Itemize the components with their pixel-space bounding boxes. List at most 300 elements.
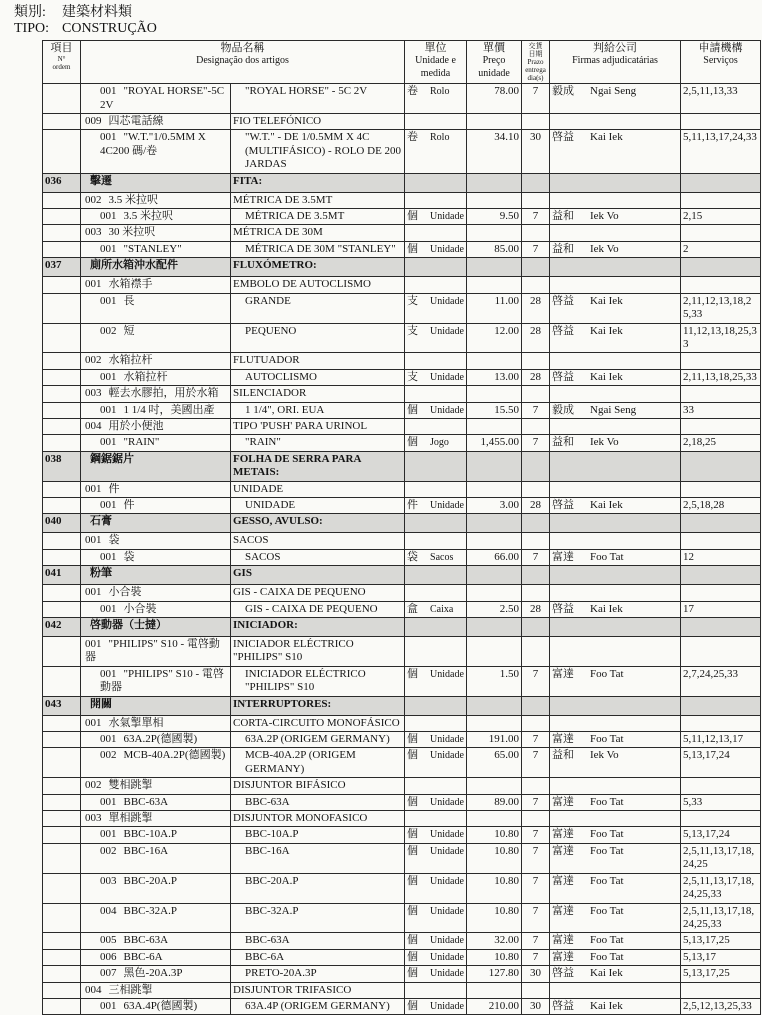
- row-unit-pt: Unidade: [430, 905, 464, 917]
- row-services: 2,11,13,18,25,33: [681, 369, 761, 385]
- col-unit-pt: Unidade e medida: [415, 55, 456, 79]
- row-unit: [405, 369, 467, 385]
- row-prazo-days: 7: [522, 241, 550, 257]
- category-label: 類別:: [14, 5, 46, 20]
- row-item-number: 001: [100, 131, 117, 144]
- row-unit-pt: Unidade: [430, 295, 464, 307]
- row-section-number: [43, 481, 81, 497]
- row-name-zh: [81, 933, 231, 949]
- row-services: [681, 585, 761, 601]
- row-name-zh-text: 黑色-20A.3P: [123, 967, 183, 980]
- row-name-zh-text: 件: [108, 482, 120, 495]
- row-name-pt: DISJUNTOR BIFÁSICO: [231, 778, 405, 794]
- row-name-zh-text: "PHILIPS" S10 - 電啓動器: [100, 667, 224, 694]
- row-name-zh-text: BBC-10A.P: [123, 828, 177, 841]
- row-name-pt: FIO TELEFÓNICO: [231, 114, 405, 130]
- row-price: [467, 715, 522, 731]
- row-prazo-days: 7: [522, 827, 550, 843]
- row-unit: [405, 192, 467, 208]
- row-name-zh-text: "PHILIPS" S10 - 電啓動器: [85, 638, 220, 664]
- row-price: [467, 225, 522, 241]
- row-firm: [550, 549, 681, 565]
- row-section-number: [43, 418, 81, 434]
- row-name-pt: PRETO-20A.3P: [231, 966, 405, 982]
- row-unit: [405, 873, 467, 903]
- col-designation-pt: Designação dos artigos: [196, 55, 289, 67]
- table-row: [43, 949, 761, 965]
- row-firm: [550, 402, 681, 418]
- row-unit-zh: 支: [407, 324, 419, 337]
- row-name-pt: FLUXÓMETRO:: [231, 258, 405, 277]
- row-firm-zh: 富達: [552, 828, 575, 841]
- row-section-number: [43, 966, 81, 982]
- row-item-number: 004: [85, 419, 102, 432]
- row-services: [681, 811, 761, 827]
- row-unit: [405, 732, 467, 748]
- row-firm: [550, 258, 681, 277]
- row-unit-pt: Unidade: [430, 750, 464, 762]
- row-prazo-days: 30: [522, 966, 550, 982]
- row-name-pt: MÉTRICA DE 3.5MT: [231, 192, 405, 208]
- row-prazo-days: 30: [522, 998, 550, 1014]
- row-services: 5,33: [681, 794, 761, 810]
- row-unit-pt: Unidade: [430, 935, 464, 947]
- row-name-zh: [81, 241, 231, 257]
- row-section-number: [43, 811, 81, 827]
- row-name-pt: "W.T." - DE 1/0.5MM X 4C (MULTIFÁSICO) - ROLO DE 200 JARDAS: [231, 130, 405, 173]
- row-firm-pt: Iek Vo: [590, 436, 619, 449]
- row-unit: [405, 696, 467, 715]
- row-price: 10.80: [467, 873, 522, 903]
- row-services: 5,13,17: [681, 949, 761, 965]
- row-firm-zh: 啓益: [552, 602, 575, 615]
- row-price: 10.80: [467, 827, 522, 843]
- row-unit: [405, 903, 467, 933]
- row-section-number: [43, 323, 81, 353]
- row-name-zh: [81, 514, 231, 533]
- row-firm: [550, 827, 681, 843]
- row-price: [467, 696, 522, 715]
- row-name-pt: "ROYAL HORSE" - 5C 2V: [231, 84, 405, 114]
- row-name-zh: [81, 696, 231, 715]
- row-unit: [405, 114, 467, 130]
- row-unit-zh: 個: [407, 403, 419, 416]
- row-unit-pt: Unidade: [430, 796, 464, 808]
- row-firm: [550, 386, 681, 402]
- row-prazo-days: [522, 811, 550, 827]
- row-firm-zh: 啓益: [552, 999, 575, 1012]
- row-unit: [405, 949, 467, 965]
- row-item-number: 002: [85, 193, 102, 206]
- table-row: [43, 566, 761, 585]
- row-item-number: 002: [85, 354, 102, 367]
- row-name-zh-text: BBC-63A: [123, 934, 169, 947]
- row-unit-zh: 個: [407, 795, 419, 808]
- row-name-pt: BBC-10A.P: [231, 827, 405, 843]
- row-name-zh: [81, 666, 231, 696]
- row-firm-pt: Kai Iek: [590, 370, 623, 383]
- row-firm-zh: 益和: [552, 436, 575, 449]
- row-unit: [405, 933, 467, 949]
- row-firm-zh: 啓益: [552, 967, 575, 980]
- row-name-pt: SILENCIADOR: [231, 386, 405, 402]
- row-name-zh: [81, 601, 231, 617]
- row-price: 210.00: [467, 998, 522, 1014]
- row-unit: [405, 982, 467, 998]
- row-name-zh-text: 廁所水箱沖水配件: [90, 259, 178, 272]
- row-services: 2,5,11,13,33: [681, 84, 761, 114]
- row-unit-zh: 個: [407, 733, 419, 746]
- table-row: [43, 715, 761, 731]
- table-row: [43, 873, 761, 903]
- table-row: [43, 549, 761, 565]
- row-name-zh-text: 三相跳掣: [108, 983, 153, 996]
- row-name-zh: [81, 386, 231, 402]
- row-firm-zh: 富達: [552, 550, 575, 563]
- row-unit-zh: 盒: [407, 602, 419, 615]
- row-section-number: [43, 130, 81, 173]
- row-section-number: [43, 435, 81, 451]
- row-firm: [550, 666, 681, 696]
- header-row: [43, 41, 761, 84]
- row-unit: [405, 435, 467, 451]
- row-services: [681, 173, 761, 192]
- row-unit-pt: Unidade: [430, 968, 464, 980]
- row-unit-pt: Unidade: [430, 668, 464, 680]
- row-name-pt: GESSO, AVULSO:: [231, 514, 405, 533]
- row-unit-zh: 支: [407, 370, 419, 383]
- row-services: [681, 451, 761, 481]
- row-prazo-days: 7: [522, 549, 550, 565]
- table-row: [43, 192, 761, 208]
- row-services: [681, 192, 761, 208]
- row-name-zh: [81, 637, 231, 667]
- row-name-pt: GIS - CAIXA DE PEQUENO: [231, 601, 405, 617]
- row-prazo-days: 7: [522, 666, 550, 696]
- table-row: [43, 277, 761, 293]
- row-name-zh-text: 水箱拉杆: [108, 354, 153, 367]
- row-name-zh-text: 短: [123, 324, 135, 337]
- row-services: 2,5,12,13,25,33: [681, 998, 761, 1014]
- row-unit: [405, 84, 467, 114]
- row-firm: [550, 209, 681, 225]
- row-price: [467, 585, 522, 601]
- row-name-pt: BBC-63A: [231, 794, 405, 810]
- row-prazo-days: 7: [522, 949, 550, 965]
- row-name-zh: [81, 585, 231, 601]
- row-firm-pt: Iek Vo: [590, 749, 619, 762]
- col-price-pt: Preço unidade: [478, 55, 510, 79]
- row-name-zh: [81, 173, 231, 192]
- row-unit-pt: Caixa: [430, 603, 454, 615]
- col-header-unit: [405, 41, 467, 84]
- row-unit-zh: 卷: [407, 85, 419, 98]
- row-name-pt: 63A.4P (ORIGEM GERMANY): [231, 998, 405, 1014]
- row-item-number: 001: [100, 795, 117, 808]
- row-unit: [405, 549, 467, 565]
- row-services: [681, 225, 761, 241]
- row-name-zh: [81, 293, 231, 323]
- row-services: 11,12,13,18,25,33: [681, 323, 761, 353]
- row-name-zh: [81, 258, 231, 277]
- row-item-number: 002: [100, 844, 117, 857]
- row-price: [467, 566, 522, 585]
- table-row: [43, 933, 761, 949]
- row-firm: [550, 277, 681, 293]
- row-name-pt: INICIADOR:: [231, 618, 405, 637]
- category-line: [14, 5, 762, 21]
- row-services: [681, 618, 761, 637]
- col-prazo-pt3: dia(s): [527, 74, 544, 83]
- row-name-pt: UNIDADE: [231, 497, 405, 513]
- col-header-item: [43, 41, 81, 84]
- row-firm: [550, 903, 681, 933]
- row-price: [467, 481, 522, 497]
- row-services: 2,5,18,28: [681, 497, 761, 513]
- table-row: [43, 585, 761, 601]
- row-section-number: [43, 778, 81, 794]
- row-name-zh: [81, 843, 231, 873]
- row-unit-zh: 個: [407, 844, 419, 857]
- row-prazo-days: 28: [522, 293, 550, 323]
- row-name-zh: [81, 323, 231, 353]
- row-firm: [550, 293, 681, 323]
- row-price: 127.80: [467, 966, 522, 982]
- table-row: [43, 843, 761, 873]
- table-row: [43, 323, 761, 353]
- row-firm: [550, 982, 681, 998]
- row-price: 2.50: [467, 601, 522, 617]
- row-firm-zh: 益和: [552, 242, 575, 255]
- row-firm: [550, 966, 681, 982]
- row-services: [681, 353, 761, 369]
- row-section-number: [43, 533, 81, 549]
- price-list-table: [42, 40, 761, 1015]
- table-row: [43, 353, 761, 369]
- row-section-number: [43, 748, 81, 778]
- row-name-zh: [81, 778, 231, 794]
- row-prazo-days: [522, 277, 550, 293]
- row-item-number: 001: [85, 534, 102, 547]
- row-firm: [550, 533, 681, 549]
- row-price: [467, 514, 522, 533]
- row-unit-pt: Jogo: [430, 437, 449, 449]
- row-item-number: 001: [85, 638, 102, 651]
- row-section-number: [43, 209, 81, 225]
- row-unit: [405, 637, 467, 667]
- row-section-number: [43, 585, 81, 601]
- row-name-pt: MCB-40A.2P (ORIGEM GERMANY): [231, 748, 405, 778]
- row-name-zh: [81, 982, 231, 998]
- row-name-zh: [81, 533, 231, 549]
- row-unit: [405, 402, 467, 418]
- table-row: [43, 225, 761, 241]
- table-row: [43, 982, 761, 998]
- row-section-number: [43, 353, 81, 369]
- col-item-zh: 項目: [50, 42, 73, 54]
- table-row: [43, 435, 761, 451]
- row-section-number: [43, 114, 81, 130]
- row-name-zh: [81, 435, 231, 451]
- col-header-services: [681, 41, 761, 84]
- row-prazo-days: 30: [522, 130, 550, 173]
- row-name-pt: BBC-32A.P: [231, 903, 405, 933]
- row-item-number: 004: [100, 904, 117, 917]
- table-row: [43, 794, 761, 810]
- row-name-zh-text: 鋼鋸鋸片: [90, 452, 134, 465]
- row-name-zh: [81, 353, 231, 369]
- row-name-zh-text: 63A.2P(德國製): [123, 733, 198, 746]
- row-name-pt: BBC-6A: [231, 949, 405, 965]
- row-item-number: 001: [100, 242, 117, 255]
- col-firm-pt: Firmas adjudicatárias: [572, 55, 658, 67]
- row-name-pt: EMBOLO DE AUTOCLISMO: [231, 277, 405, 293]
- row-item-number: 001: [85, 482, 102, 495]
- col-prazo-pt1: 日期 Prazo: [527, 50, 544, 67]
- row-name-zh: [81, 369, 231, 385]
- row-name-zh: [81, 192, 231, 208]
- row-firm-pt: Kai Iek: [590, 967, 623, 980]
- row-item-number: 001: [100, 999, 117, 1012]
- row-unit-zh: 個: [407, 667, 419, 680]
- row-price: [467, 277, 522, 293]
- row-name-pt: GRANDE: [231, 293, 405, 323]
- row-services: [681, 696, 761, 715]
- row-name-zh: [81, 549, 231, 565]
- tipo-label: TIPO:: [14, 21, 49, 36]
- table-row: [43, 241, 761, 257]
- row-unit: [405, 497, 467, 513]
- row-firm-pt: Foo Tat: [590, 667, 624, 680]
- table-row: [43, 497, 761, 513]
- row-section-number: [43, 277, 81, 293]
- row-name-zh-text: 63A.4P(德國製): [123, 999, 198, 1012]
- row-prazo-days: [522, 778, 550, 794]
- row-section-number: [43, 497, 81, 513]
- row-price: [467, 192, 522, 208]
- row-services: 5,11,13,17,24,33: [681, 130, 761, 173]
- row-name-zh-text: 件: [123, 498, 135, 511]
- row-unit-zh: 個: [407, 874, 419, 887]
- row-unit-zh: 支: [407, 294, 419, 307]
- row-firm-zh: 啓益: [552, 131, 575, 144]
- row-unit: [405, 715, 467, 731]
- row-price: [467, 258, 522, 277]
- row-name-pt: MÉTRICA DE 3.5MT: [231, 209, 405, 225]
- table-header: [43, 41, 761, 84]
- row-name-zh-text: "RAIN": [123, 436, 160, 449]
- table-row: [43, 966, 761, 982]
- row-prazo-days: 7: [522, 873, 550, 903]
- row-unit: [405, 566, 467, 585]
- row-unit-zh: 個: [407, 934, 419, 947]
- row-section-number: [43, 794, 81, 810]
- col-header-prazo: [522, 41, 550, 84]
- row-firm: [550, 114, 681, 130]
- row-name-zh: [81, 748, 231, 778]
- row-services: [681, 566, 761, 585]
- row-prazo-days: [522, 258, 550, 277]
- row-item-number: 007: [100, 967, 117, 980]
- row-name-zh: [81, 277, 231, 293]
- row-unit: [405, 277, 467, 293]
- row-firm-zh: 啓益: [552, 294, 575, 307]
- row-section-number: 037: [43, 258, 81, 277]
- row-item-number: 003: [85, 387, 102, 400]
- row-firm: [550, 225, 681, 241]
- row-prazo-days: 7: [522, 209, 550, 225]
- col-prazo-zh: 交貨: [528, 42, 543, 50]
- row-unit-zh: 個: [407, 828, 419, 841]
- row-firm-pt: Iek Vo: [590, 242, 619, 255]
- row-unit-pt: Unidade: [430, 371, 464, 383]
- row-item-number: 001: [100, 403, 117, 416]
- row-section-number: [43, 601, 81, 617]
- row-name-zh: [81, 827, 231, 843]
- row-name-zh: [81, 209, 231, 225]
- row-name-zh-text: 小合裝: [108, 586, 142, 599]
- row-firm: [550, 949, 681, 965]
- row-price: [467, 637, 522, 667]
- row-unit: [405, 748, 467, 778]
- row-item-number: 003: [85, 226, 102, 239]
- row-item-number: 001: [85, 586, 102, 599]
- row-services: [681, 258, 761, 277]
- table-row: [43, 637, 761, 667]
- row-section-number: 041: [43, 566, 81, 585]
- row-prazo-days: 7: [522, 933, 550, 949]
- row-item-number: 003: [85, 812, 102, 825]
- row-name-zh-text: 雙相跳掣: [108, 779, 153, 792]
- row-services: 12: [681, 549, 761, 565]
- row-unit: [405, 209, 467, 225]
- row-firm: [550, 481, 681, 497]
- row-services: 2,15: [681, 209, 761, 225]
- row-name-pt: 1 1/4", ORI. EUA: [231, 402, 405, 418]
- row-item-number: 006: [100, 950, 117, 963]
- row-name-zh: [81, 451, 231, 481]
- row-name-pt: BBC-20A.P: [231, 873, 405, 903]
- row-section-number: 043: [43, 696, 81, 715]
- row-item-number: 004: [85, 983, 102, 996]
- row-section-number: [43, 637, 81, 667]
- row-prazo-days: [522, 514, 550, 533]
- row-services: [681, 533, 761, 549]
- row-name-zh-text: 3.5 米拉呎: [123, 210, 173, 223]
- row-name-pt: BBC-63A: [231, 933, 405, 949]
- row-unit: [405, 241, 467, 257]
- row-prazo-days: [522, 481, 550, 497]
- row-unit: [405, 353, 467, 369]
- table-row: [43, 418, 761, 434]
- row-name-zh: [81, 130, 231, 173]
- row-firm: [550, 514, 681, 533]
- row-name-pt: MÉTRICA DE 30M: [231, 225, 405, 241]
- row-services: 5,11,12,13,17: [681, 732, 761, 748]
- row-unit: [405, 481, 467, 497]
- row-prazo-days: 28: [522, 323, 550, 353]
- row-services: 2,11,12,13,18,25,33: [681, 293, 761, 323]
- row-name-pt: UNIDADE: [231, 481, 405, 497]
- row-name-zh-text: BBC-16A: [123, 844, 169, 857]
- row-section-number: 040: [43, 514, 81, 533]
- row-unit-zh: 個: [407, 210, 419, 223]
- row-item-number: 001: [85, 716, 102, 729]
- row-firm-zh: 富達: [552, 844, 575, 857]
- row-firm: [550, 618, 681, 637]
- row-unit: [405, 293, 467, 323]
- tipo-line: [14, 21, 762, 37]
